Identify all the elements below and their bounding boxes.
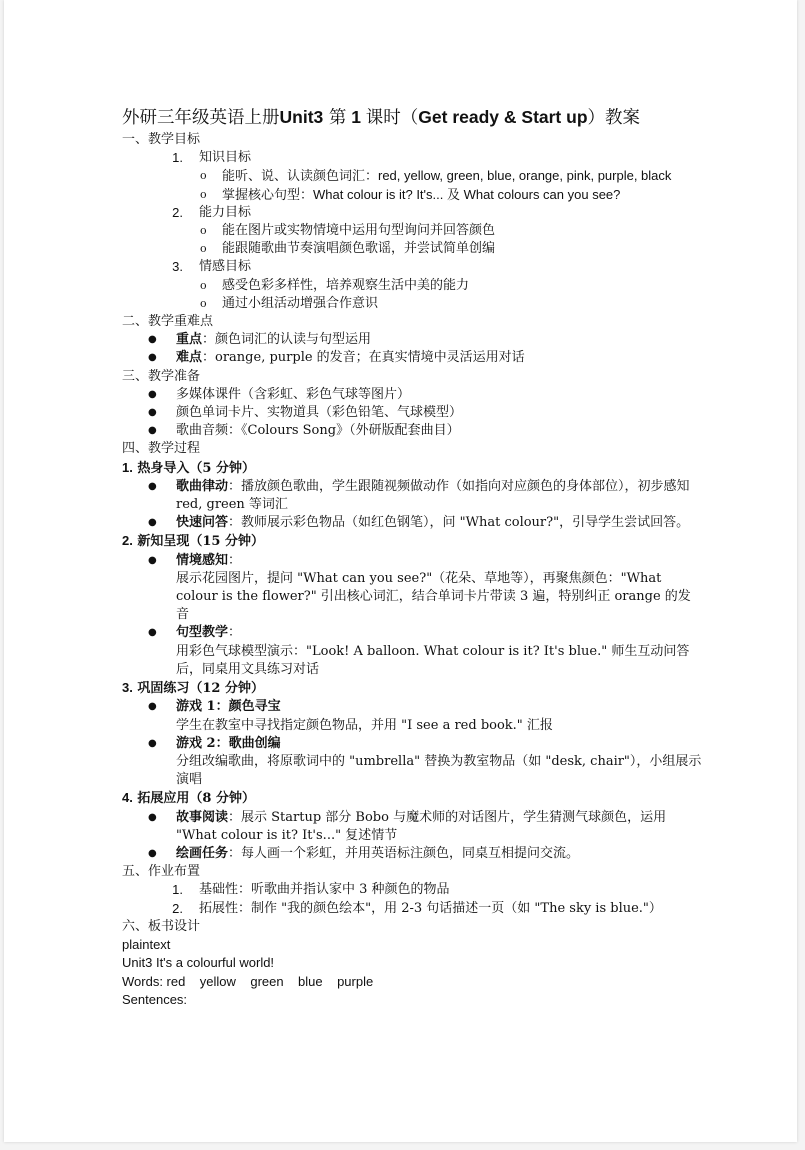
document-content <box>122 104 702 1010</box>
title-unit: Unit3 <box>279 107 324 127</box>
title-prefix: 外研三年级英语上册 <box>122 108 280 128</box>
title-suffix: ）教案 <box>587 108 641 128</box>
objective-ability: 2. 能力目标 <box>172 204 252 220</box>
list-item: ● 歌曲音频：《Colours Song》（外研版配套曲目） <box>122 422 702 440</box>
title-num: 1 <box>346 107 366 127</box>
step-warmup: 1. 热身导入（5 分钟） <box>122 459 255 476</box>
bullet-icon: ● <box>148 554 157 566</box>
bullet-icon: ● <box>148 407 157 419</box>
objective-knowledge: 1. 知识目标 <box>172 150 252 166</box>
board-line-sentences: Sentences: <box>122 992 188 1008</box>
bullet-icon: ● <box>148 627 157 639</box>
list-item: ● 绘画任务：每人画一个彩虹，并用英语标注颜色，同桌互相提问交流。 <box>122 845 702 863</box>
circle-bullet-icon: o <box>200 224 207 238</box>
bullet-icon: ● <box>148 388 157 400</box>
list-item: o 能在图片或实物情境中运用句型询问并回答颜色 <box>122 222 702 240</box>
bullet-icon: ● <box>148 334 157 346</box>
list-item: ● 多媒体课件（含彩虹、彩色气球等图片） <box>122 386 702 404</box>
document-page <box>4 0 797 1142</box>
bullet-icon: ● <box>148 811 157 823</box>
list-item: o 掌握核心句型：What colour is it? It's... 及 What colours can you see? <box>122 186 702 204</box>
list-item: ● 快速问答：教师展示彩色物品（如红色钢笔），问 "What colour?"，引导学生尝试回答。 <box>122 514 702 532</box>
circle-bullet-icon: o <box>200 242 207 256</box>
section-heading-key-points: 二、教学重难点 <box>122 314 214 330</box>
step-extension: 4. 拓展应用（8 分钟） <box>122 790 255 807</box>
bullet-icon: ● <box>148 847 157 859</box>
circle-bullet-icon: o <box>200 187 207 201</box>
title-mid: 第 <box>323 108 347 128</box>
step-practice: 3. 巩固练习（12 分钟） <box>122 680 264 697</box>
list-item: o 能听、说、认读颜色词汇：red, yellow, green, blue, orange, pink, purple, black <box>122 167 702 185</box>
bullet-icon: ● <box>148 701 157 713</box>
board-line-words: Words: red yellow green blue purple <box>122 973 374 989</box>
bullet-icon: ● <box>148 517 157 529</box>
section-heading-preparation: 三、教学准备 <box>122 368 201 384</box>
list-item: ● 游戏 2：歌曲创编 分组改编歌曲，将原歌词中的 "umbrella" 替换为教室物品（如 "desk, chair"），小组展示演唱 <box>122 735 702 790</box>
list-item: o 感受色彩多样性，培养观察生活中美的能力 <box>122 277 702 295</box>
list-item: o 通过小组活动增强合作意识 <box>122 295 702 313</box>
document-title <box>122 104 702 131</box>
list-item: ● 重点：颜色词汇的认读与句型运用 <box>122 331 702 349</box>
title-lesson: 课时（ <box>365 108 419 128</box>
bullet-icon: ● <box>148 737 157 749</box>
list-item: o 能跟随歌曲节奏演唱颜色歌谣，并尝试简单创编 <box>122 240 702 258</box>
step-presentation: 2. 新知呈现（15 分钟） <box>122 533 264 550</box>
list-item: ● 情境感知： 展示花园图片，提问 "What can you see?"（花朵、草地等），再聚焦颜色："What colour is the flower?" 引出核心词汇，结合单词卡片带读 3 遍，特别纠正 orange 的发音 <box>122 552 702 625</box>
list-item: ● 颜色单词卡片、实物道具（彩色铅笔、气球模型） <box>122 404 702 422</box>
section-heading-homework: 五、作业布置 <box>122 864 201 880</box>
bullet-icon: ● <box>148 425 157 437</box>
objective-emotion: 3. 情感目标 <box>172 259 252 275</box>
bullet-icon: ● <box>148 352 157 364</box>
section-heading-board-design: 六、板书设计 <box>122 918 201 934</box>
circle-bullet-icon: o <box>200 169 207 183</box>
list-item: ● 故事阅读：展示 Startup 部分 Bobo 与魔术师的对话图片，学生猜测气球颜色，运用 "What colour is it? It's..." 复述情节 <box>122 809 702 845</box>
list-item: 2. 拓展性：制作 "我的颜色绘本"，用 2-3 句话描述一页（如 "The sky is blue."） <box>172 900 662 916</box>
list-item: ● 游戏 1：颜色寻宝 学生在教室中寻找指定颜色物品，并用 "I see a red book." 汇报 <box>122 698 702 734</box>
section-heading-objectives: 一、教学目标 <box>122 132 201 147</box>
list-item: 1. 基础性：听歌曲并指认家中 3 种颜色的物品 <box>172 882 450 898</box>
circle-bullet-icon: o <box>200 278 207 292</box>
board-line-label: plaintext <box>122 936 171 952</box>
title-en: Get ready & Start up <box>418 107 588 127</box>
bullet-icon: ● <box>148 480 157 492</box>
list-item: ● 句型教学： 用彩色气球模型演示："Look! A balloon. What colour is it? It's blue." 师生互动问答后，同桌用文具练习对话 <box>122 624 702 679</box>
board-line-title: Unit3 It's a colourful world! <box>122 955 275 971</box>
circle-bullet-icon: o <box>200 296 207 310</box>
list-item: ● 歌曲律动：播放颜色歌曲，学生跟随视频做动作（如指向对应颜色的身体部位），初步感知 red, green 等词汇 <box>122 478 702 514</box>
section-heading-process: 四、教学过程 <box>122 441 201 457</box>
list-item: ● 难点：orange, purple 的发音；在真实情境中灵活运用对话 <box>122 349 702 367</box>
